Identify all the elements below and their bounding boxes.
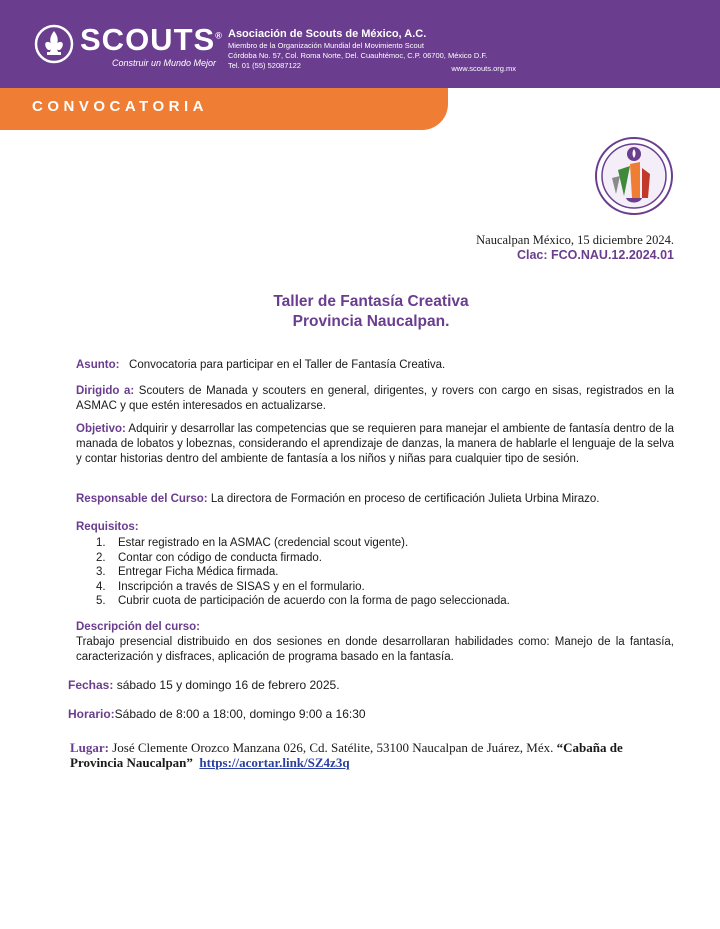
- letterhead-header: [0, 0, 720, 88]
- responsable-label: Responsable del Curso:: [76, 493, 208, 505]
- lugar-label: Lugar:: [70, 740, 109, 755]
- fechas-label: Fechas:: [68, 678, 114, 692]
- dirigido-section: [76, 384, 674, 414]
- horario-label: Horario:: [68, 707, 115, 721]
- horario-text: Sábado de 8:00 a 18:00, domingo 9:00 a 16:30: [114, 707, 366, 721]
- requisitos-list: [96, 536, 510, 609]
- list-item: 1. Estar registrado en la ASMAC (credencial scout vigente).: [96, 537, 409, 549]
- descripcion-section: [76, 620, 674, 665]
- scouts-wordmark: SCOUTS®: [80, 22, 223, 57]
- objetivo-section: [76, 422, 674, 467]
- descripcion-text: Trabajo presencial distribuido en dos sesiones en donde desarrollaran habilidades como: Manejo de la fantasía, caracterización y disfraces, aplicación de programa basado en la fantasía.: [76, 636, 674, 663]
- organization-website: www.scouts.org.mx: [451, 64, 516, 73]
- objetivo-label: Objetivo:: [76, 423, 126, 435]
- organization-address: Córdoba No. 57, Col. Roma Norte, Del. Cuauhtémoc, C.P. 06700, México D.F.: [228, 51, 488, 60]
- reference-code: Clac: FCO.NAU.12.2024.01: [516, 248, 674, 262]
- objetivo-text: Adquirir y desarrollar las competencias que se requieren para manejar el ambiente de fantasía dentro de la manada de lobatos y lobeznas, considerando el aprendizaje de danzas, la manera de hablarle el lenguaje de la selva y contar historias dentro del ambiente de fantasía a los niños y niñas para cualquier tipo de sesión.: [76, 423, 674, 465]
- lugar-text: José Clemente Orozco Manzana 026, Cd. Satélite, 53100 Naucalpan de Juárez, Méx.: [112, 740, 554, 755]
- responsable-section: [76, 492, 674, 507]
- organization-line: Miembro de la Organización Mundial del Movimiento Scout: [228, 41, 424, 50]
- lugar-link[interactable]: https://acortar.link/SZ4z3q: [199, 755, 350, 770]
- requisitos-label: Requisitos:: [76, 521, 139, 533]
- requisitos-section: [76, 520, 674, 535]
- list-item: 3. Entregar Ficha Médica firmada.: [96, 566, 279, 579]
- list-item: 2. Contar con código de conducta firmado.: [96, 551, 322, 564]
- fechas-section: [68, 678, 340, 692]
- place-and-date: Naucalpan México, 15 diciembre 2024.: [476, 233, 674, 247]
- horario-section: [68, 707, 366, 721]
- logo-tagline: Construir un Mundo Mejor: [112, 58, 217, 68]
- organization-phone: Tel. 01 (55) 52087122: [228, 61, 301, 70]
- asunto-section: [76, 358, 674, 373]
- list-item: 4. Inscripción a través de SISAS y en el formulario.: [96, 580, 365, 593]
- responsable-text: La directora de Formación en proceso de certificación Julieta Urbina Mirazo.: [210, 493, 600, 505]
- provincia-naucalpan-seal-icon: [594, 136, 674, 216]
- lugar-venue: “Cabaña de Provincia Naucalpan”: [70, 740, 623, 770]
- organization-info: [228, 28, 520, 71]
- asunto-text: Convocatoria para participar en el Taller de Fantasía Creativa.: [129, 359, 446, 371]
- dirigido-label: Dirigido a:: [76, 385, 135, 397]
- title-line-1: Taller de Fantasía Creativa: [273, 293, 469, 310]
- asunto-label: Asunto:: [76, 359, 120, 371]
- dirigido-text: Scouters de Manada y scouters en general, dirigentes, y rovers con cargo en sisas, registrados en la ASMAC y que estén interesados en actualizarse.: [76, 385, 674, 412]
- banner-title: CONVOCATORIA: [32, 98, 208, 115]
- descripcion-label: Descripción del curso:: [76, 621, 200, 633]
- title-line-2: Provincia Naucalpan.: [292, 313, 450, 330]
- document-title: [0, 292, 720, 332]
- list-item: 5. Cubrir cuota de participación de acuerdo con la forma de pago seleccionada.: [96, 595, 510, 608]
- lugar-section: [70, 740, 670, 770]
- fechas-text: sábado 15 y domingo 16 de febrero 2025.: [116, 678, 340, 692]
- scouts-fleur-de-lis-icon: [34, 24, 74, 64]
- organization-name: Asociación de Scouts de México, A.C.: [228, 28, 427, 40]
